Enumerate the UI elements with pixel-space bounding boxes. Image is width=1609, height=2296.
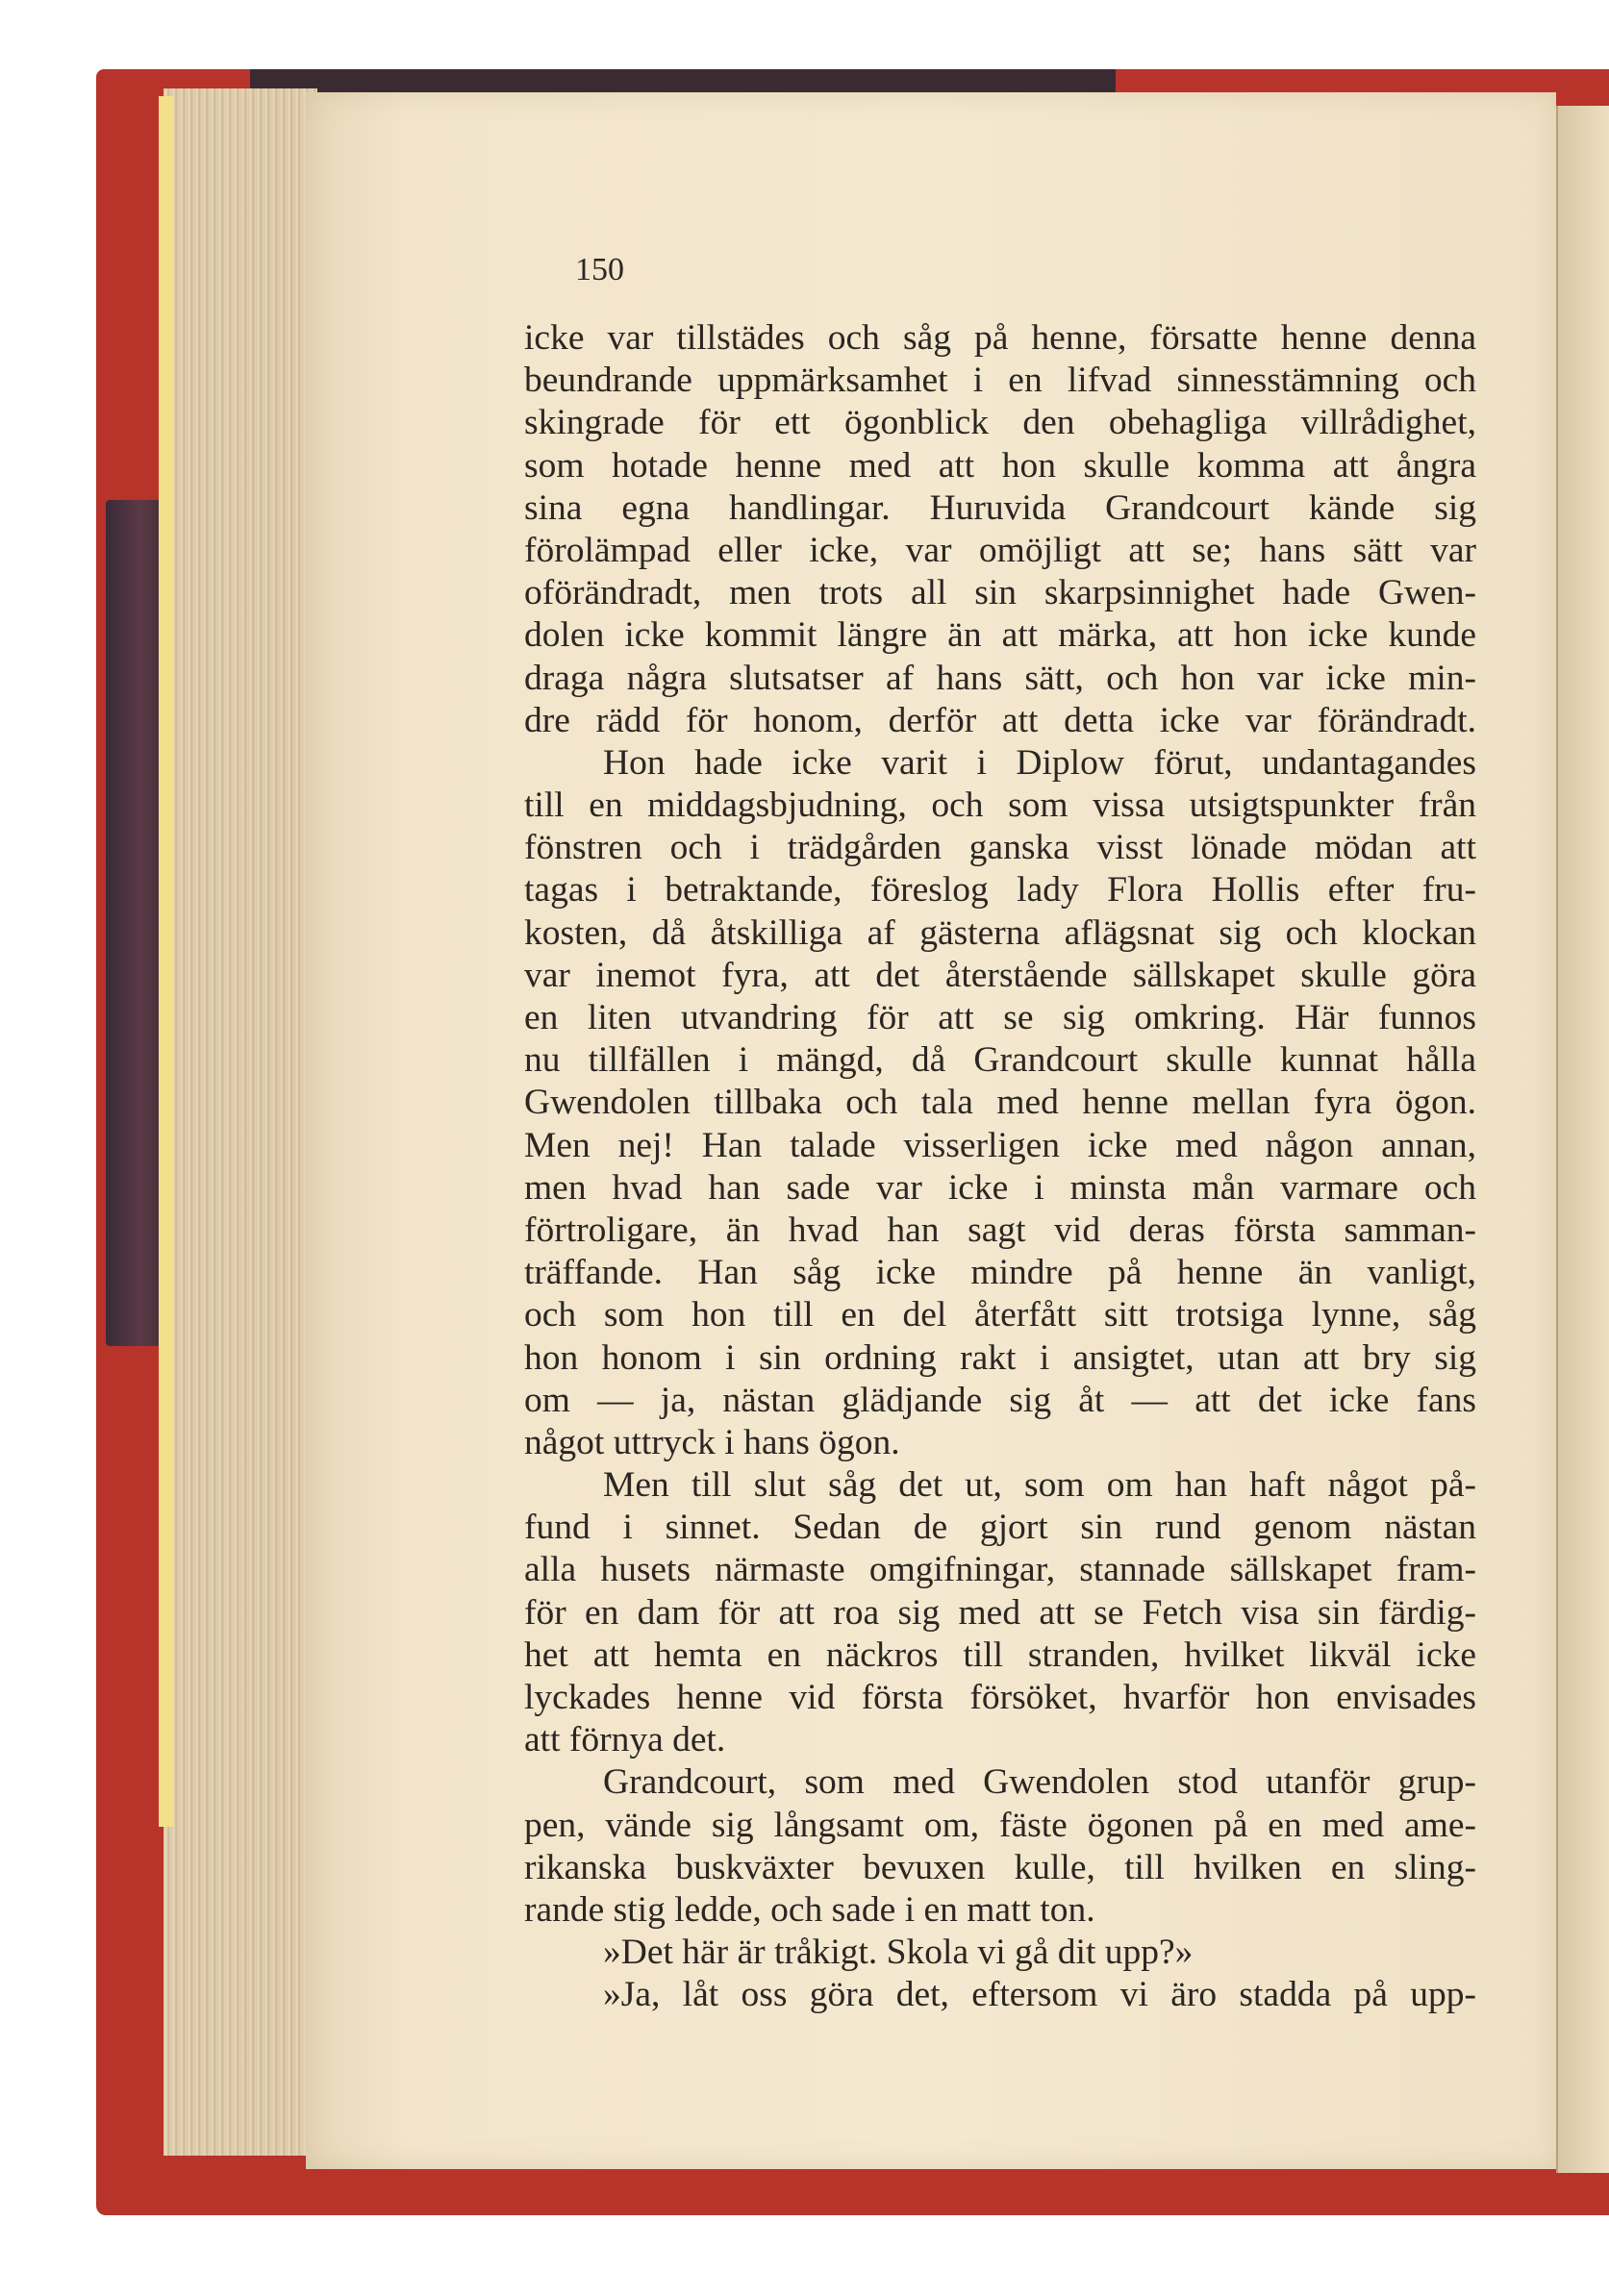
text-line: Grandcourt, som med Gwendolen stod utanför grup- xyxy=(603,1762,1476,1803)
text-line: Men till slut såg det ut, som om han haft något på- xyxy=(603,1465,1476,1506)
text-line: icke var tillstädes och såg på henne, försatte henne denna xyxy=(524,318,1476,358)
text-line: het att hemta en näckros till stranden, hvilket likväl icke xyxy=(524,1635,1476,1675)
text-line: förolämpad eller icke, var omöjligt att se; hans sätt var xyxy=(524,530,1476,570)
text-line: och som hon till en del återfått sitt trotsiga lynne, såg xyxy=(524,1295,1476,1335)
text-line: rande stig ledde, och sade i en matt ton. xyxy=(524,1889,1095,1930)
text-line: till en middagsbjudning, och som vissa utsigtspunkter från xyxy=(524,786,1476,826)
text-line: skingrade för ett ögonblick den obehagliga villrådighet, xyxy=(524,403,1476,443)
text-line: om — ja, nästan glädjande sig åt — att det icke fans xyxy=(524,1380,1476,1420)
text-line: dre rädd för honom, derför att detta icke var förändradt. xyxy=(524,700,1476,740)
text-line: som hotade henne med att hon skulle komma att ångra xyxy=(524,445,1476,486)
text-line: »Ja, låt oss göra det, eftersom vi äro stadda på upp- xyxy=(603,1975,1476,2015)
yellow-page-edge xyxy=(159,96,174,1827)
text-line: beundrande uppmärksamhet i en lifvad sinnesstämning och xyxy=(524,361,1476,401)
text-line: pen, vände sig långsamt om, fäste ögonen på en med ame- xyxy=(524,1805,1476,1845)
text-line: dolen icke kommit längre än att märka, att hon icke kunde xyxy=(524,615,1476,656)
text-line: »Det här är tråkigt. Skola vi gå dit upp?» xyxy=(603,1933,1194,1973)
text-line: nu tillfällen i mängd, då Grandcourt skulle kunnat hålla xyxy=(524,1040,1476,1081)
text-line: fund i sinnet. Sedan de gjort sin rund genom nästan xyxy=(524,1508,1476,1548)
text-line: rikanska buskväxter bevuxen kulle, till hvilken en sling- xyxy=(524,1847,1476,1887)
text-line: sina egna handlingar. Huruvida Grandcourt kände sig xyxy=(524,487,1476,528)
text-line: för en dam för att roa sig med att se Fetch visa sin färdig- xyxy=(524,1592,1476,1633)
page-text xyxy=(524,317,1476,2017)
text-line: hon honom i sin ordning rakt i ansigtet, utan att bry sig xyxy=(524,1337,1476,1378)
page-number: 150 xyxy=(575,252,624,287)
text-line: Men nej! Han talade visserligen icke med någon annan, xyxy=(524,1125,1476,1165)
page-edges xyxy=(163,88,317,2156)
text-line: fönstren och i trädgården ganska visst lönade mödan att xyxy=(524,828,1476,868)
text-line: lyckades henne vid första försöket, hvarför hon envisades xyxy=(524,1678,1476,1717)
text-line: träffande. Han såg icke mindre på henne än vanligt, xyxy=(524,1253,1476,1293)
text-line: Gwendolen tillbaka och tala med henne mellan fyra ögon. xyxy=(524,1083,1476,1123)
text-line: kosten, då åtskilliga af gästerna aflägsnat sig och klockan xyxy=(524,912,1476,953)
text-line: men hvad han sade var icke i minsta mån varmare och xyxy=(524,1167,1476,1208)
text-line: något uttryck i hans ögon. xyxy=(524,1422,900,1462)
text-line: draga några slutsatser af hans sätt, och hon var icke min- xyxy=(524,658,1476,698)
text-line: Hon hade icke varit i Diplow förut, undantagandes xyxy=(603,742,1476,783)
text-line: alla husets närmaste omgifningar, stannade sällskapet fram- xyxy=(524,1550,1476,1590)
text-line: en liten utvandring för att se sig omkring. Här funnos xyxy=(524,998,1476,1037)
text-line: tagas i betraktande, föreslog lady Flora Hollis efter fru- xyxy=(524,870,1476,911)
text-line: förtroligare, än hvad han sagt vid deras första samman- xyxy=(524,1210,1476,1250)
text-line: att förnya det. xyxy=(524,1720,726,1760)
text-line: oförändradt, men trots all sin skarpsinnighet hade Gwen- xyxy=(524,573,1476,613)
text-line: var inemot fyra, att det återstående sällskapet skulle göra xyxy=(524,955,1476,995)
facing-page-edge xyxy=(1556,106,1609,2173)
